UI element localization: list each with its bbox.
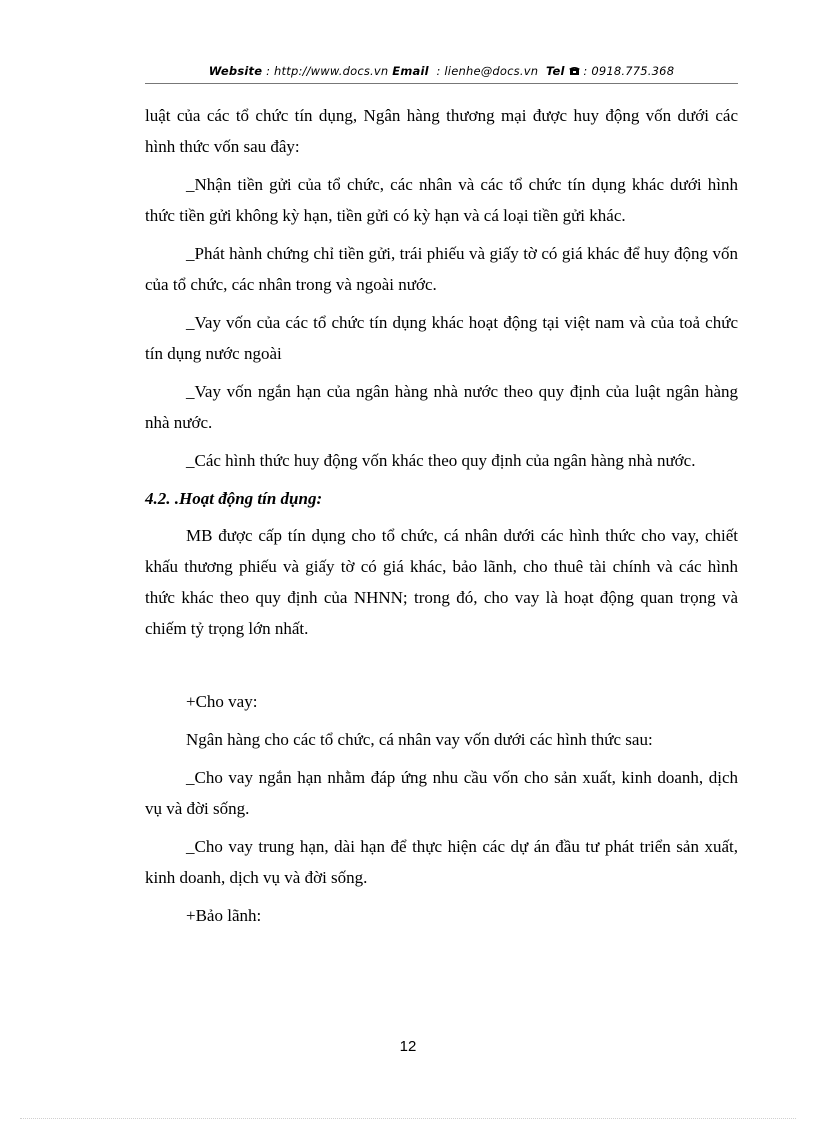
website-url[interactable]: http://www.docs.vn [274,64,389,78]
page-header: Website : http://www.docs.vn Email : lienhe@docs.vn Tel : 0918.775.368 [208,64,675,78]
page-number: 12 [399,1038,417,1055]
document-body [145,100,738,938]
tel-label: Tel [545,64,565,78]
paragraph-11: _Cho vay trung hạn, dài hạn để thực hiện các dự án đầu tư phát triển sản xuất, kinh doanh, dịch vụ và đời sống. [145,837,738,887]
paragraph-12: +Bảo lãnh: [186,906,262,925]
email-value[interactable]: lienhe@docs.vn [444,64,539,78]
paragraph-6: _Các hình thức huy động vốn khác theo quy định của ngân hàng nhà nước. [186,451,696,470]
email-label: Email [392,64,429,78]
paragraph-7: MB được cấp tín dụng cho tổ chức, cá nhân dưới các hình thức cho vay, chiết khấu thương phiếu và giấy tờ có giá khác, bảo lãnh, cho thuê tài chính và các hình thức khác theo quy định của NHNN; trong đó, cho vay là hoạt động quan trọng và chiếm tỷ trọng lớn nhất. [145,526,738,638]
header-divider [145,83,738,84]
phone-icon [569,64,580,78]
tel-value: 0918.775.368 [591,64,675,78]
paragraph-8: +Cho vay: [186,692,258,711]
spacer [145,651,738,686]
paragraph-1: luật của các tổ chức tín dụng, Ngân hàng thương mại được huy động vốn dưới các hình thức vốn sau đây: [145,106,738,156]
paragraph-2: _Nhận tiền gửi của tổ chức, các nhân và các tổ chức tín dụng khác dưới hình thức tiền gửi không kỳ hạn, tiền gửi có kỳ hạn và cá loại tiền gửi khác. [145,175,738,225]
paragraph-5: _Vay vốn ngắn hạn của ngân hàng nhà nước theo quy định của luật ngân hàng nhà nước. [145,382,738,432]
section-heading: 4.2. .Hoạt động tín dụng: [145,489,323,508]
paragraph-9: Ngân hàng cho các tổ chức, cá nhân vay vốn dưới các hình thức sau: [186,730,653,749]
paragraph-4: _Vay vốn của các tổ chức tín dụng khác hoạt động tại việt nam và của toả chức tín dụng nước ngoài [145,313,738,363]
website-label: Website [208,64,263,78]
page-bottom-border [20,1118,796,1119]
paragraph-3: _Phát hành chứng chỉ tiền gửi, trái phiếu và giấy tờ có giá khác để huy động vốn của tổ chức, các nhân trong và ngoài nước. [145,244,738,294]
paragraph-10: _Cho vay ngắn hạn nhằm đáp ứng nhu cầu vốn cho sản xuất, kinh doanh, dịch vụ và đời sống. [145,768,738,818]
